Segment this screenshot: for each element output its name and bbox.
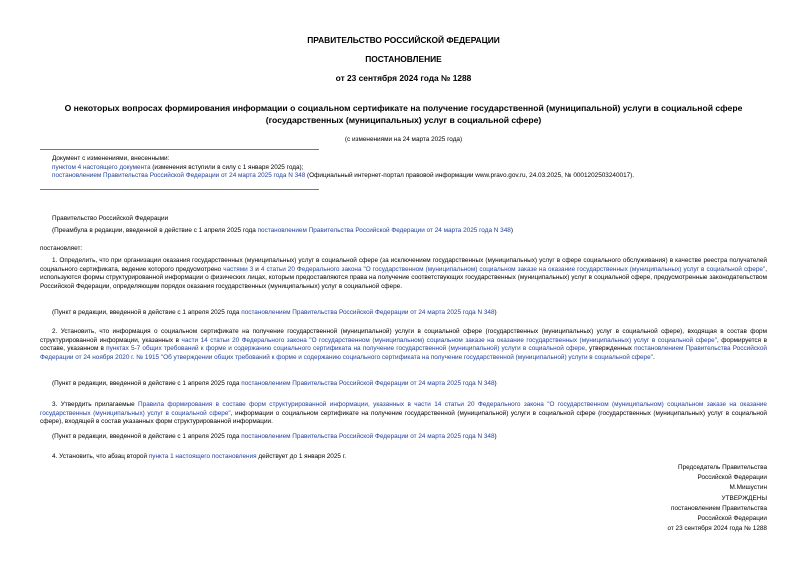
p3-note-text: (Пункт в редакции, введенной в действие с 1 апреля 2025 года xyxy=(52,433,242,440)
p1-note-link[interactable]: постановлением Правительства Российской Федерации от 24 марта 2025 года N 348 xyxy=(241,309,495,316)
preamble-note xyxy=(52,227,772,236)
government-name: ПРАВИТЕЛЬСТВО РОССИЙСКОЙ ФЕДЕРАЦИИ xyxy=(307,35,500,45)
resolves-text: постановляет: xyxy=(40,245,83,252)
p3-text-a: 3. Утвердить прилагаемые xyxy=(52,401,139,408)
amendment-note: (с изменениями на 24 марта 2025 года) xyxy=(344,136,463,143)
p3-text-b: , информации о социальном сертификате на получение государственной (муниципальной) услуги в социальной сфере (государственных (муниципальных) услуг в социальной сфере), входящей в состав указанных форм структурированной информации. xyxy=(40,409,767,426)
preamble-note-link[interactable]: постановлением Правительства Российской Федерации от 24 марта 2025 года N 348 xyxy=(257,227,511,234)
p1-note-end: ) xyxy=(494,309,497,316)
preamble-note-end: ) xyxy=(510,227,513,234)
p2-link-1[interactable]: части 14 статьи 20 Федерального закона "О государственном (муниципальном) социальном заказе на оказание государственных (муниципальных) услуг в социальной сфере" xyxy=(181,336,717,344)
document-title-line2: (государственных (муниципальных) услуг в социальной сфере) xyxy=(265,115,542,125)
p1-link-1[interactable]: частями 3 xyxy=(223,265,254,273)
p2-link-3[interactable]: постановлением Правительства Российской Федерации от 24 ноября 2020 г. № 1915 "Об утверждении общих требований к форме и содержанию социального сертификата на получение государственной (муниципальной) услуги в социальной сфере" xyxy=(40,345,767,362)
p3-note-link[interactable]: постановлением Правительства Российской Федерации от 24 марта 2025 года N 348 xyxy=(241,433,495,440)
p1-note-text: (Пункт в редакции, введенной в действие с 1 апреля 2025 года xyxy=(52,309,242,316)
p3-link-1[interactable]: Правила формирования в составе форм структурированной информации, указанных в части 14 статьи 20 Федерального закона "О государственном (муниципальном) социальном заказе на оказание государственных (муниципальных) услуг в социальной сфере" xyxy=(40,401,767,417)
p2-text-d: . xyxy=(652,354,655,362)
document-type: ПОСТАНОВЛЕНИЕ xyxy=(365,54,442,64)
p1-text-a: 1. Определить, что при организации оказания государственных (муниципальных) услуг в социальной сфере (за исключением государственных (муниципальных) услуг в сфере социального обслуживания) в качестве реестра получателей социального сертификата, ведение которого предусмотрено xyxy=(40,257,767,273)
p1-text-c: , используются формы структурированной информации о физических лицах, которым предоставляются права на получение соответствующих государственных (муниципальных) услуг в социальной сфере, предусмотренные законодательством Российской Федерации, определяющим порядок оказания государственных (муниципальных) услуг в социальной сфере. xyxy=(40,265,767,291)
approval-by: постановлением Правительства xyxy=(671,504,767,512)
divider-bottom xyxy=(40,189,319,190)
p2-text-c: , утвержденных xyxy=(585,345,635,353)
p2-note-link[interactable]: постановлением Правительства Российской Федерации от 24 марта 2025 года N 348 xyxy=(241,380,495,387)
p2-text-a: 2. Установить, что информация о социальном сертификате на получение государственной (муниципальной) услуги в социальной сфере (государственных (муниципальных) услуг в социальной сфере), входящая в состав форм структурированной информации, указанных в xyxy=(40,328,767,344)
changes-box xyxy=(52,155,772,181)
changes-item-1-link[interactable]: пунктом 4 настоящего документа xyxy=(52,163,151,171)
signature-title: Председатель Правительства xyxy=(678,464,767,471)
approval-heading: УТВЕРЖДЕНЫ xyxy=(721,494,767,502)
p2-note-end: ) xyxy=(494,380,497,387)
preamble-note-text: (Преамбула в редакции, введенной в действие с 1 апреля 2025 года xyxy=(52,227,258,234)
p4-link-1[interactable]: пункта 1 настоящего постановления xyxy=(148,453,257,460)
p1-link-2[interactable]: 4 статьи 20 Федерального закона "О государственном (муниципальном) социальном заказе на оказание государственных (муниципальных) услуг в социальной сфере" xyxy=(260,265,766,273)
p1-text-b: и xyxy=(253,265,261,273)
p2-note-text: (Пункт в редакции, введенной в действие с 1 апреля 2025 года xyxy=(52,380,242,387)
paragraph-2-note xyxy=(52,380,772,389)
signature-block xyxy=(667,463,767,534)
paragraph-1-note xyxy=(52,309,772,318)
paragraph-3-note xyxy=(52,433,772,442)
changes-item-1-text: (изменения вступили в силу с 1 января 2025 года); xyxy=(150,163,304,171)
changes-item-2 xyxy=(52,172,772,181)
approval-date: от 23 сентября 2024 года № 1288 xyxy=(667,525,767,533)
changes-item-2-text: (Официальный интернет-портал правовой информации www.pravo.gov.ru, 24.03.2025, № 0001202503240017). xyxy=(305,172,635,180)
document-title-line1: О некоторых вопросах формирования информации о социальном сертификате на получение государственной (муниципальной) услуги в социальной сфере xyxy=(64,103,743,113)
p3-note-end: ) xyxy=(494,433,497,440)
p4-text-b: действует до 1 января 2025 г. xyxy=(256,453,347,460)
paragraph-4 xyxy=(52,453,772,462)
preamble: Правительство Российской Федерации xyxy=(52,215,169,222)
p2-text-b: , формируется в составе, указанном в xyxy=(40,336,767,353)
paragraph-3 xyxy=(40,401,767,427)
paragraph-1 xyxy=(40,257,767,292)
document-date-number: от 23 сентября 2024 года № 1288 xyxy=(335,73,472,83)
approval-country: Российской Федерации xyxy=(697,515,767,523)
paragraph-2 xyxy=(40,328,767,363)
divider-top xyxy=(40,149,319,150)
p2-link-2[interactable]: пунктах 5-7 общих требований к форме и содержанию социального сертификата на получение государственной (муниципальной) услуги в социальной сфере xyxy=(106,345,586,353)
signature-country: Российской Федерации xyxy=(697,474,767,482)
changes-intro: Документ с изменениями, внесенными: xyxy=(52,155,170,162)
p4-text-a: 4. Установить, что абзац второй xyxy=(52,453,149,460)
changes-item-2-link[interactable]: постановлением Правительства Российской Федерации от 24 марта 2025 года N 348 xyxy=(52,172,306,180)
signature-name: М.Мишустин xyxy=(729,484,767,492)
